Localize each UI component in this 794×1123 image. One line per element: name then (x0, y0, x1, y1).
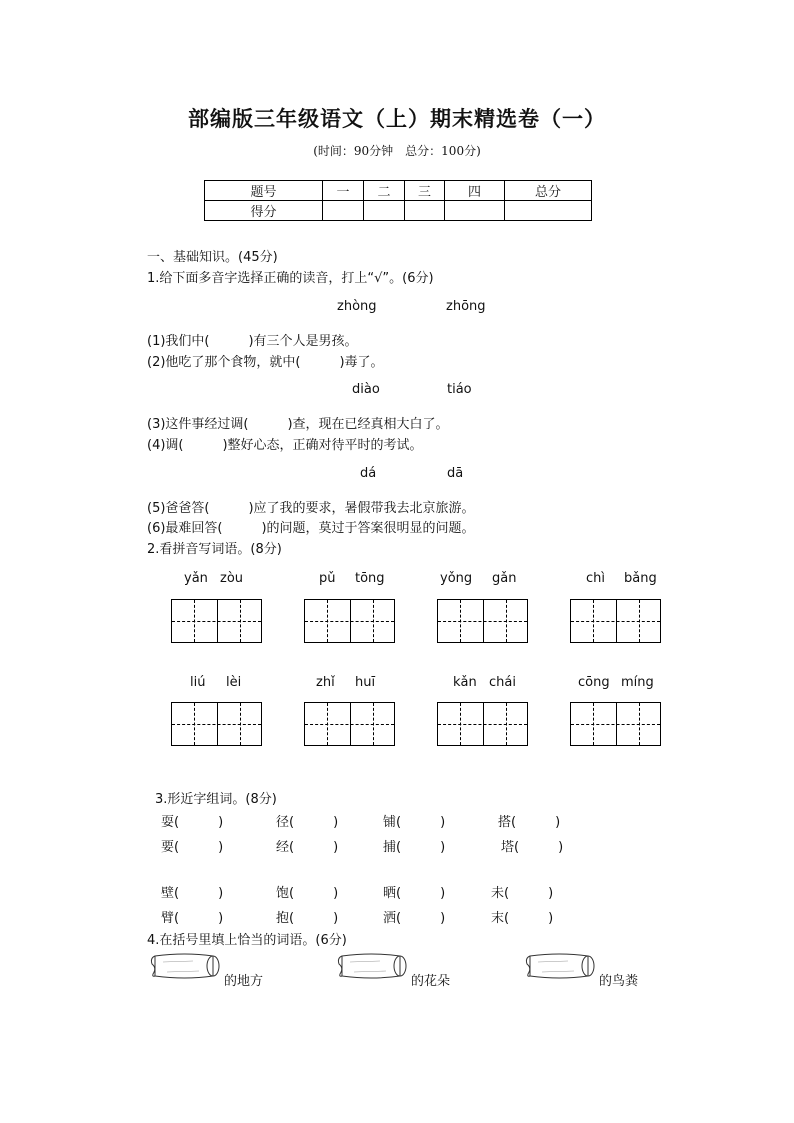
question-1-sentence: (4)调( )整好心态，正确对待平时的考试。 (147, 438, 423, 453)
pinyin-syllable: chái (489, 675, 516, 690)
score-row-label: 得分 (205, 201, 323, 221)
question-1-sentence: (5)爸爸答( )应了我的要求，暑假带我去北京旅游。 (147, 501, 475, 516)
blank-suffix: 的地方 (224, 974, 264, 989)
word-pair-item[interactable]: 晒( ) (383, 886, 446, 901)
score-cell[interactable] (323, 201, 364, 221)
question-1-sentence: (1)我们中( )有三个人是男孩。 (147, 334, 358, 349)
word-pair-item[interactable]: 饱( ) (276, 886, 339, 901)
score-header-cell: 四 (445, 181, 505, 201)
pinyin-syllable: bǎng (624, 571, 657, 586)
score-table-score-row (205, 201, 592, 221)
pinyin-syllable: yǎn (184, 571, 208, 586)
word-pair-item[interactable]: 径( ) (276, 815, 339, 830)
word-pair-item[interactable]: 经( ) (276, 840, 339, 855)
tianzige-box[interactable] (437, 702, 528, 746)
tianzige-box[interactable] (304, 702, 395, 746)
score-cell[interactable] (405, 201, 445, 221)
score-header-cell: 总分 (505, 181, 592, 201)
question-2-title: 2.看拼音写词语。(8分) (147, 542, 282, 557)
score-cell[interactable] (364, 201, 405, 221)
scroll-answer-blank[interactable] (524, 950, 596, 984)
scroll-answer-blank[interactable] (149, 950, 221, 984)
word-pair-item[interactable]: 臂( ) (161, 911, 224, 926)
question-1-sentence: (2)他吃了那个食物，就中( )毒了。 (147, 355, 384, 370)
question-3-title: 3.形近字组词。(8分) (155, 792, 277, 807)
word-pair-item[interactable]: 壁( ) (161, 886, 224, 901)
section-heading: 一、基础知识。(45分) (147, 250, 278, 265)
tianzige-box[interactable] (437, 599, 528, 643)
page-title: 部编版三年级语文（上）期末精选卷（一） (188, 106, 606, 131)
question-1-title: 1.给下面多音字选择正确的读音，打上“√”。(6分) (147, 271, 434, 286)
scroll-answer-blank[interactable] (336, 950, 408, 984)
score-header-cell: 三 (405, 181, 445, 201)
question-4-title: 4.在括号里填上恰当的词语。(6分) (147, 933, 347, 948)
pinyin-option[interactable]: diào (352, 382, 380, 397)
word-pair-item[interactable]: 搭( ) (498, 815, 561, 830)
pinyin-syllable: tōng (355, 571, 385, 586)
pinyin-option[interactable]: dā (447, 466, 464, 481)
score-header-cell: 一 (323, 181, 364, 201)
pinyin-syllable: kǎn (453, 675, 477, 690)
tianzige-box[interactable] (171, 702, 262, 746)
question-1-sentence: (6)最难回答( )的问题，莫过于答案很明显的问题。 (147, 521, 475, 536)
pinyin-syllable: cōng (578, 675, 610, 690)
pinyin-syllable: chì (586, 571, 605, 586)
pinyin-syllable: zhǐ (316, 675, 335, 690)
score-table (204, 180, 592, 221)
tianzige-box[interactable] (171, 599, 262, 643)
score-cell[interactable] (505, 201, 592, 221)
score-header-cell: 二 (364, 181, 405, 201)
word-pair-item[interactable]: 洒( ) (383, 911, 446, 926)
score-table-header-row (205, 181, 592, 201)
tianzige-box[interactable] (570, 702, 661, 746)
word-pair-item[interactable]: 末( ) (491, 911, 554, 926)
word-pair-item[interactable]: 捕( ) (383, 840, 446, 855)
question-1-sentence: (3)这件事经过调( )查，现在已经真相大白了。 (147, 417, 449, 432)
word-pair-item[interactable]: 抱( ) (276, 911, 339, 926)
exam-info: (时间：90分钟 总分：100分) (313, 144, 481, 158)
pinyin-option[interactable]: tiáo (447, 382, 472, 397)
tianzige-box[interactable] (570, 599, 661, 643)
score-cell[interactable] (445, 201, 505, 221)
pinyin-syllable: míng (621, 675, 654, 690)
pinyin-option[interactable]: zhōng (446, 299, 486, 314)
pinyin-syllable: pǔ (319, 571, 336, 586)
tianzige-box[interactable] (304, 599, 395, 643)
pinyin-syllable: lèi (226, 675, 242, 690)
score-header-cell: 题号 (205, 181, 323, 201)
pinyin-syllable: liú (190, 675, 206, 690)
word-pair-item[interactable]: 铺( ) (383, 815, 446, 830)
pinyin-syllable: huī (355, 675, 376, 690)
blank-suffix: 的鸟粪 (599, 974, 639, 989)
blank-suffix: 的花朵 (411, 974, 451, 989)
pinyin-syllable: yǒng (440, 571, 473, 586)
pinyin-syllable: zòu (220, 571, 244, 586)
word-pair-item[interactable]: 要( ) (161, 840, 224, 855)
word-pair-item[interactable]: 耍( ) (161, 815, 224, 830)
word-pair-item[interactable]: 未( ) (491, 886, 554, 901)
word-pair-item[interactable]: 塔( ) (501, 840, 564, 855)
pinyin-option[interactable]: zhòng (337, 299, 377, 314)
pinyin-syllable: gǎn (492, 571, 517, 586)
pinyin-option[interactable]: dá (360, 466, 377, 481)
